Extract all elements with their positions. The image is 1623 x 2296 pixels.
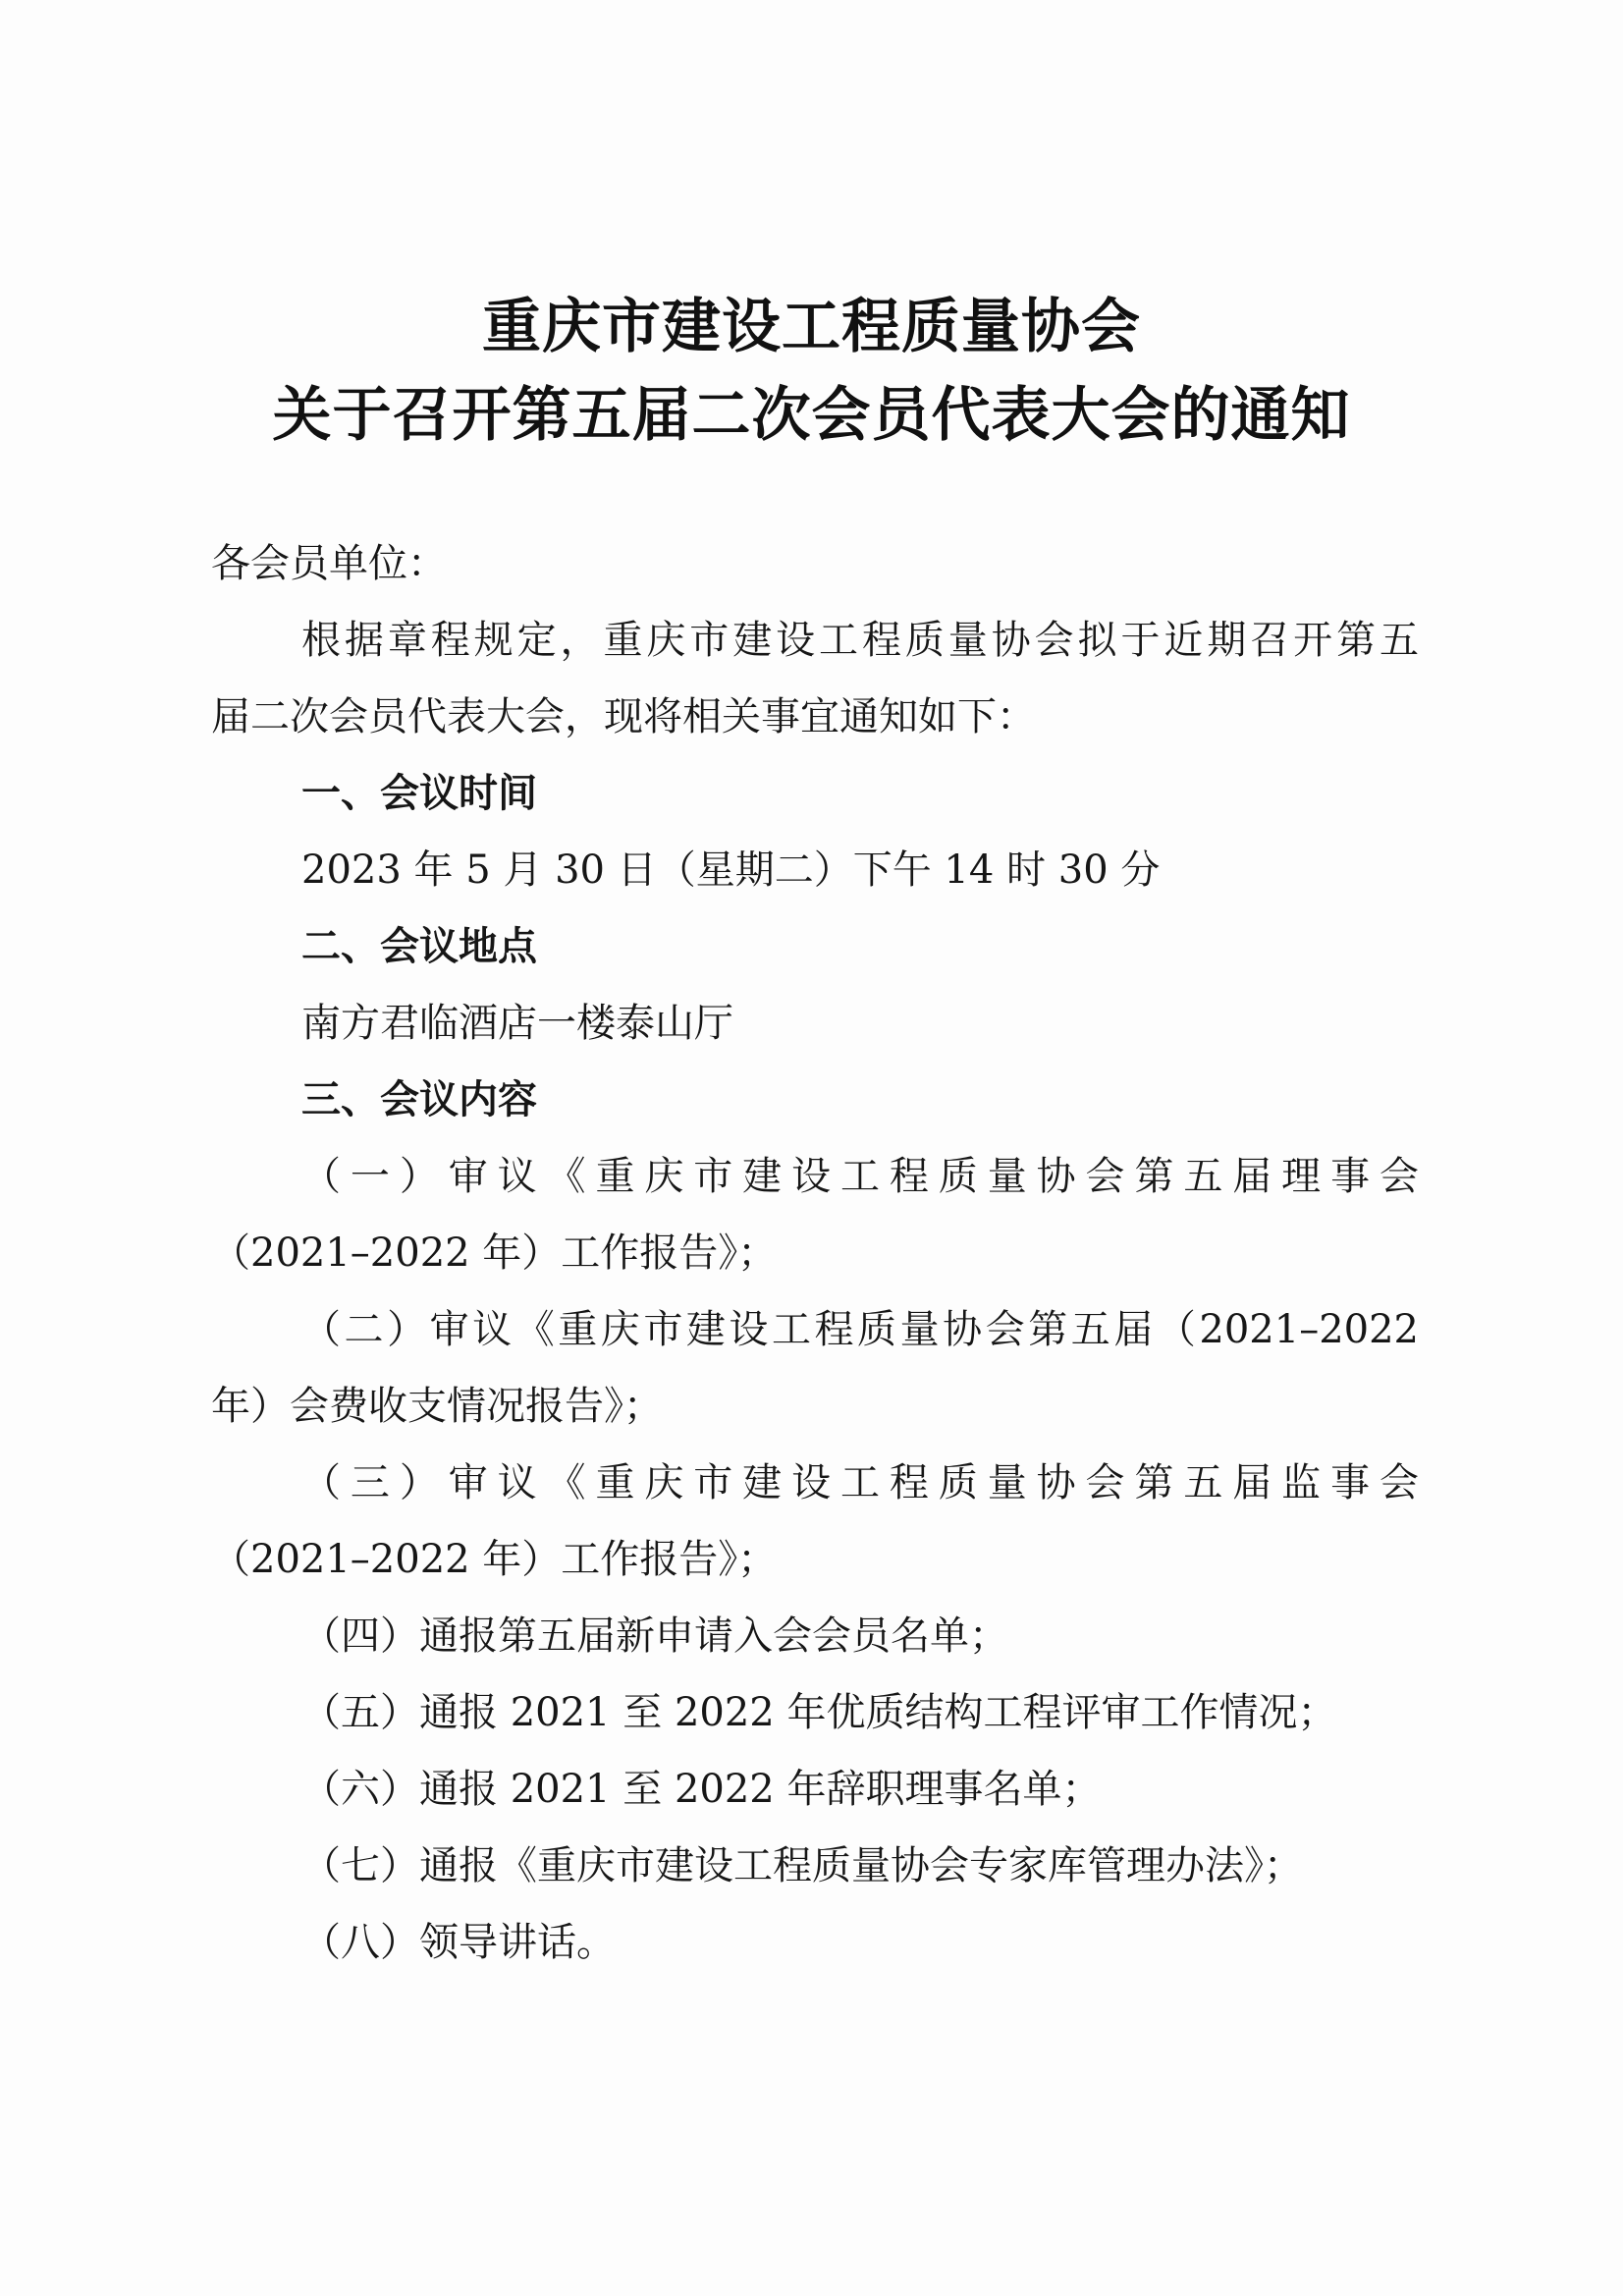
agenda-item-8: （八）领导讲话。 (301, 1920, 616, 1965)
agenda-item-2-line1: （二）审议《重庆市建设工程质量协会第五届（2021–2022 (301, 1307, 1419, 1352)
agenda-item-2-line2: 年）会费收支情况报告》； (211, 1384, 663, 1429)
intro-line1: 根据章程规定，重庆市建设工程质量协会拟于近期召开第五 (301, 618, 1419, 663)
section-heading-content: 三、会议内容 (301, 1077, 537, 1122)
agenda-item-3-line1: （三）审议《重庆市建设工程质量协会第五届监事会 (301, 1460, 1419, 1505)
document-body (211, 525, 1419, 1981)
meeting-location: 南方君临酒店一楼泰山厅 (301, 1001, 733, 1046)
intro-line2: 届二次会员代表大会，现将相关事宜通知如下： (211, 694, 1036, 739)
agenda-item-1-line2: （2021–2022 年）工作报告》； (211, 1230, 778, 1276)
section-heading-location: 二、会议地点 (301, 924, 537, 969)
agenda-item-3-line2: （2021–2022 年）工作报告》； (211, 1537, 778, 1582)
document-title-line1: 重庆市建设工程质量协会 (482, 293, 1141, 361)
section-heading-time: 一、会议时间 (301, 771, 537, 816)
meeting-time: 2023 年 5 月 30 日（星期二）下午 14 时 30 分 (301, 847, 1161, 893)
agenda-item-1-line1: （一）审议《重庆市建设工程质量协会第五届理事会 (301, 1154, 1419, 1199)
agenda-item-6: （六）通报 2021 至 2022 年辞职理事名单； (301, 1767, 1102, 1812)
agenda-item-4: （四）通报第五届新申请入会会员名单； (301, 1613, 1008, 1659)
agenda-item-7: （七）通报《重庆市建设工程质量协会专家库管理办法》； (301, 1843, 1303, 1888)
document-title-line2: 关于召开第五届二次会员代表大会的通知 (272, 381, 1351, 450)
agenda-item-5: （五）通报 2021 至 2022 年优质结构工程评审工作情况； (301, 1690, 1337, 1735)
salutation: 各会员单位： (211, 541, 447, 586)
